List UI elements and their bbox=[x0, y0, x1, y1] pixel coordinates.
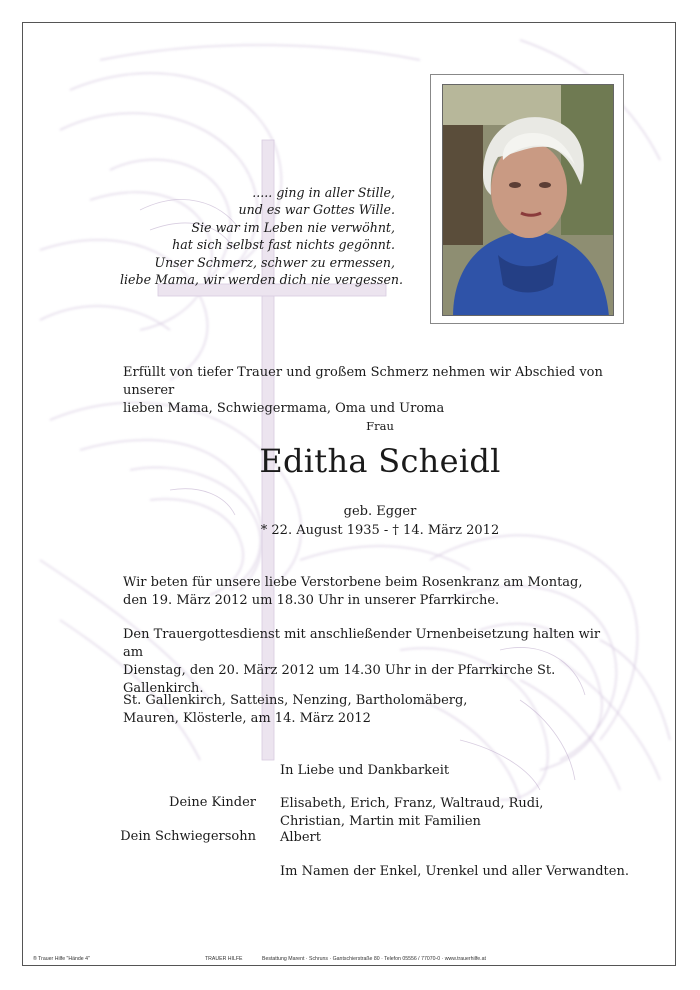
footer-address: Bestattung Marent · Schruns · Gantschierstraße 80 · Telefon 05556 / 77070-0 · www.trauerhilfe.at bbox=[262, 956, 486, 962]
funeral-announcement bbox=[123, 626, 623, 698]
places-line: St. Gallenkirch, Satteins, Nenzing, Bartholomäberg, bbox=[123, 693, 468, 708]
children-label: Deine Kinder bbox=[169, 795, 256, 810]
poem-line: Sie war im Leben nie verwöhnt, bbox=[191, 219, 395, 235]
life-dates: * 22. August 1935 - † 14. März 2012 bbox=[260, 523, 500, 538]
place-and-date bbox=[123, 692, 623, 728]
children-names bbox=[280, 795, 543, 831]
funeral-line: Dienstag, den 20. März 2012 um 14.30 Uhr in der Pfarrkirche St. Gallenkirch. bbox=[123, 663, 556, 696]
intro-line: Erfüllt von tiefer Trauer und großem Schmerz nehmen wir Abschied von unserer bbox=[123, 365, 603, 398]
footer-brand: TRAUER HILFE bbox=[205, 956, 243, 962]
maiden-name: geb. Egger bbox=[343, 504, 417, 519]
deceased-name: Editha Scheidl bbox=[259, 442, 501, 480]
rosary-line: Wir beten für unsere liebe Verstorbene beim Rosenkranz am Montag, bbox=[123, 575, 583, 590]
places-line: Mauren, Klösterle, am 14. März 2012 bbox=[123, 711, 371, 726]
rosary-line: den 19. März 2012 um 18.30 Uhr in unserer Pfarrkirche. bbox=[123, 593, 500, 608]
soninlaw-label: Dein Schwiegersohn bbox=[120, 829, 256, 844]
soninlaw-name: Albert bbox=[280, 830, 321, 845]
poem-line: und es war Gottes Wille. bbox=[238, 202, 395, 218]
footer-copyright: ® Trauer Hilfe "Hände 4" bbox=[33, 956, 90, 962]
intro-text bbox=[123, 364, 613, 418]
portrait-illustration bbox=[443, 85, 614, 316]
rosary-announcement bbox=[123, 574, 623, 610]
portrait-photo bbox=[442, 84, 614, 316]
intro-line: lieben Mama, Schwiegermama, Oma und Uroma bbox=[123, 401, 445, 416]
poem-line: liebe Mama, wir werden dich nie vergessen. bbox=[120, 272, 404, 288]
poem-line: ..... ging in aller Stille, bbox=[252, 185, 395, 200]
poem-line: Unser Schmerz, schwer zu ermessen, bbox=[154, 254, 395, 270]
memorial-poem bbox=[120, 184, 404, 288]
children-line: Elisabeth, Erich, Franz, Waltraud, Rudi, bbox=[280, 796, 544, 811]
closing-line: Im Namen der Enkel, Urenkel und aller Verwandten. bbox=[280, 864, 629, 879]
funeral-line: Den Trauergottesdienst mit anschließender Urnenbeisetzung halten wir am bbox=[123, 627, 601, 660]
portrait-frame bbox=[430, 74, 624, 324]
children-line: Christian, Martin mit Familien bbox=[280, 814, 481, 829]
poem-line: hat sich selbst fast nichts gegönnt. bbox=[172, 237, 395, 253]
salutation: Frau bbox=[366, 419, 394, 433]
mourners-heading: In Liebe und Dankbarkeit bbox=[280, 763, 450, 778]
